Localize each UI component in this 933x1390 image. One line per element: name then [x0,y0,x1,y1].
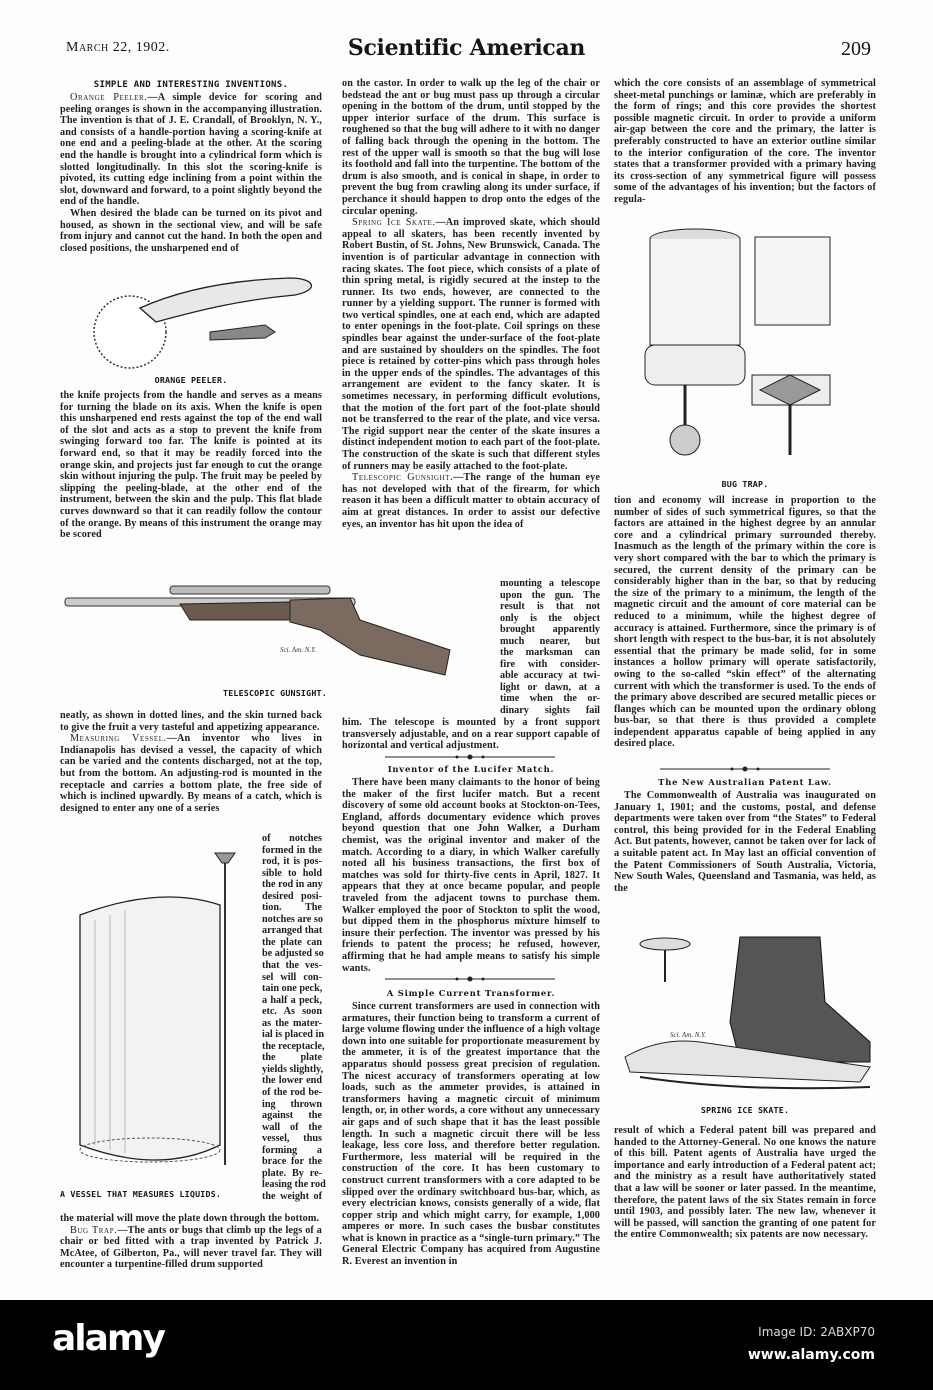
paragraph-text: —The range of the human eye has not developed with that of the firearm, for which reason it has been a difficult matter to obtain accuracy of aim at great distances. In order to assist our defective eyes, an inventor has hit upon the idea of [342,472,600,530]
paragraph: neatly, as shown in dotted lines, and the skin turned back to give the fruit a very tasteful and appetizing appearance. [60,710,322,733]
text-line: the plate [262,1052,322,1064]
text-line: time when the or- [500,693,600,705]
section-heading: SIMPLE AND INTERESTING INVENTIONS. [93,80,289,90]
paragraph [60,92,322,208]
article-bug-trap [60,1213,322,1271]
text-line: light or dawn, at a [500,681,600,693]
orange-peeler-illustration [90,270,330,380]
article-orange-peeler [60,92,322,254]
paragraph [60,733,322,814]
spring-ice-skate-illustration [620,932,880,1102]
paragraph: The Commonwealth of Australia was inaugurated on January 1, 1901; and the customs, postal, and defense departments were taken over from “the States” to Federal control, this being provided for in the Federal Enabling Act. But patents, however, cannot be taken over for lack of a suitable patent act. In May last an official convention of the Patent Commissioners of South Australia, Victoria, New South Wales, Queensland and Tasmania, was held, as the [614,790,876,894]
figure-caption: ORANGE PEELER. [154,375,228,385]
text-line: of notches [262,833,322,844]
paragraph: on the castor. In order to walk up the leg of the chair or bedstead the ant or bug must pass up through a circular opening in the bottom of the drum, until stopped by the upper interior surface of the drum. This surface is roughened so that the bug will adhere to it with no danger of falling back through the opening in the bottom. The rest of the upper wall is smooth so that the bug will lose its foothold and fall into the turpentine. The bottom of the drum is also smooth, and is conical in shape, in order to prevent the bug from crawling along its under surface, if perchance it should happen to drop onto the edges of the circular opening. [342,78,600,217]
engraver-signature: Sci. Am. N.Y. [670,1031,707,1039]
wrapped-text-column [262,833,326,1203]
text-line: a half a peck, [262,994,322,1006]
text-line: brought apparently [500,624,600,636]
paragraph: which the core consists of an assemblage of symmetrical sheet-metal punchings or laminæ, which are preferably in the form of rings; and this core provides the shortest possible magnetic circuit. In order to provide a uniform air-gap between the core and the primary, the latter is preferably constructed to have an exterior outline similar to the interior configuration of the core. The inventor states that a transformer provided with a primary having its cross-section of any symmetrical figure will possess some of the advantages of his invention; but the factors of regula- [614,78,876,205]
text-line: upon the gun. The [500,589,600,601]
text-line: notches are so [262,913,323,925]
text-line: yields slightly, [262,1063,324,1075]
lead-in: Bug Trap. [70,1224,118,1236]
image-id: Image ID: 2ABXP70 [758,1325,875,1339]
paragraph-text: —A simple device for scoring and peeling oranges is shown in the accompanying illustration. The invention is that of J. E. Crandall, of Brooklyn, N. Y., and consists of a handle-portion having a scoring-knife at one end and a peeling-blade at the other. At the scoring end the handle is brought into a cylindrical form which is slotted longitudinally. In this slot the scoring-knife is pivoted, its cutting edge inclining from a point within the slot, downward and forward, to a point slightly beyond the end of the handle. [60,92,322,208]
text-line: the lower end [262,1075,322,1087]
paragraph: Since current transformers are used in connection with armatures, their function being to transform a current of large volume flowing under the influence of a high voltage down into one suitable for proportionate measurement by the ammeter, it is of the greatest importance that the apparatus should possess great precision of regulation. The nicest accuracy of transformers operating at low loads, such as the ammeter provides, is attained in transformers having a magnetic circuit of minimum length, or, in other words, a core without any unnecessary air gaps and of such shape that it has the least possible length. In such a magnetic circuit there will be less leakage, less core loss, and therefore better regulation. Furthermore, less material will be required in the construction of the core. It has been customary to construct current transformers with a core adapted to be slipped over the ordinary switchboard bus-bar, which, as every electrician knows, consists generally of a wide, flat copper strip and which might carry, for example, 1,000 amperes or more. In such cases the busbar constitutes what is known in practice as a “single-turn primary.” The General Electric Company has acquired from Augustine R. Everest an invention in [342,1001,600,1268]
text-line: etc. As soon [262,1006,322,1018]
paragraph-text: —An inventor who lives in Indianapolis has devised a vessel, the capacity of which can be varied and the contents discharged, not at the top, but from the bottom. An adjusting-rod is mounted in the receptacle and carries a bottom plate, the free side of which is inclined upwardly. By means of a catch, which is designed to enter any one of a series [60,733,322,814]
lead-in: Spring Ice Skate. [352,217,436,229]
figure-caption: TELESCOPIC GUNSIGHT. [223,688,327,698]
paragraph-text: —The ants or bugs that climb up the legs of a chair or bed fitted with a trap invented by Patrick J. McAtee, of Gilberton, Pa., will never travel far. They will encounter a turpentine-filled drum supported [60,1224,322,1271]
text-line: be adjusted so [262,948,324,960]
paragraph: him. The telescope is mounted by a front support transversely adjustable, and on a rear support capable of horizontal and vertical adjustment. [342,717,600,752]
paragraph: the knife projects from the handle and serves as a means for turning the blade on its axis. When the knife is open this unsharpened end rests against the top of the end wall of the slot and acts as a stop to prevent the knife from swinging forward too far. The knife is pointed at its forward end, so that it may be readily forced into the orange skin, and projects just far enough to cut the orange skin without injuring the pulp. The fruit may be peeled by slipping the peeling-blade, at the other end of the instrument, between the skin and the pulp. This flat blade curves downward so that it can readily follow the contour of the orange. By means of this instrument the orange may be scored [60,390,322,541]
paragraph-text: —An improved skate, which should appeal to all skaters, has been recently invented by Robert Bustin, of St. Johns, New Brunswick, Canada. The invention is of particular advantage in connection with racing skates. The foot piece, which consists of a plate of thin spring metal, is rigidly secured at the instep to the runner. Its two ends, however, are connected to the runner by a yielding support. The runner is formed with two vertical spindles, one at each end, which are adapted to enter openings in the foot-plate. Coil springs on these spindles bear against the under-surface of the foot-plate and are sustained by shoulders on the spindles. The foot piece is retained by cotter-pins which pass through holes in the upper ends of the spindles. The advantages of this arrangement are evident to the fancy skater. It is sometimes necessary, in performing difficult evolutions, that the motion of the fort part of the foot-plate should not be transferred to the rear of the plate, and vice versa. The rigid support near the center of the skate insures a distinct independent motion to each part of the foot-plate. The construction of the skate is such that different styles of runners may be easily attached to the foot-plate. [342,217,600,472]
figure-caption: SPRING ICE SKATE. [700,1105,790,1115]
article-transformer-continued [614,78,876,206]
text-line: tain one peck, [262,983,323,995]
article-australian-patent-continued [614,1125,876,1241]
paragraph: the material will move the plate down through the bottom. [60,1213,320,1224]
figure-caption: A VESSEL THAT MEASURES LIQUIDS. [60,1189,222,1199]
text-line: the plate can [262,936,322,948]
text-line: against the [262,1110,322,1122]
article-heading: A Simple Current Transformer. [386,988,556,998]
paragraph: result of which a Federal patent bill was prepared and handed to the Attorney-General. No one knows the nature of this bill. Patent agents of Australia have urged the importance and early introduction of a Federal patent act; and the ministry as a result have authoritatively stated that a law will be sooner or later passed. In the meantime, therefore, the patent laws of the six States remain in force until 1903, and possibly later. The new law, whenever it will be passed, will sanction the granting of one patent for the entire Commonwealth; six patents are now necessary. [614,1125,876,1241]
text-line: the marksman can [500,647,600,659]
text-line: plate. By re- [262,1167,322,1179]
text-line: tion. The [262,902,322,914]
text-line: desired posi- [262,890,322,902]
article-heading: The New Australian Patent Law. [658,777,832,787]
article-transformer-end [614,495,876,750]
text-line: much nearer, but [500,635,600,647]
text-line: leasing the rod [262,1179,326,1191]
text-line: fire with consider- [500,658,600,670]
lead-in: Orange Peeler. [70,92,148,103]
paragraph [60,1225,322,1271]
article-gunsight-continued [342,717,600,752]
article-heading: Inventor of the Lucifer Match. [387,764,555,774]
article-continued [60,390,322,541]
wrapped-text-column [500,578,600,717]
text-line: result is that not [500,601,600,613]
issue-date: March 22, 1902. [66,40,170,55]
article-bug-trap-continued [342,78,600,530]
text-line: vessel, thus [262,1133,322,1145]
lead-in: Measuring Vessel. [70,733,167,745]
masthead-title: Scientific American [347,35,586,61]
paragraph [342,472,600,530]
text-line: ial is placed in [262,1029,324,1041]
alamy-logo: alamy [52,1318,164,1359]
text-line: that the ves- [262,960,322,972]
engraver-signature: Sci. Am. N.Y. [280,646,317,654]
text-line: brace for the [262,1156,322,1168]
text-line: the rod in any [262,879,323,891]
text-line: sible to hold [262,867,322,879]
lead-in: Telescopic Gunsight. [352,472,454,484]
text-line: able accuracy at twi- [500,670,600,682]
text-line: ing thrown [262,1098,322,1110]
text-line: mounting a telescope [500,578,600,589]
rifle-telescope-illustration [60,580,460,680]
ornamental-divider [385,975,555,983]
text-line: wall of the [262,1121,322,1133]
text-line: sel will con- [262,971,322,983]
text-line: of the rod be- [262,1087,322,1099]
ornamental-divider [385,753,555,761]
page-number: 209 [841,38,871,60]
bug-trap-illustration [640,225,840,475]
text-line: forming a [262,1144,322,1156]
text-line: arranged that [262,925,323,937]
text-line: only is the object [500,612,600,624]
text-line: the weight of [262,1190,322,1202]
text-line: formed in the [262,844,322,856]
figure-caption: BUG TRAP. [721,479,769,489]
paragraph: There have been many claimants to the honor of being the maker of the first lucifer match. But a recent discovery of some old account books at Stockton-on-Tees, England, affords documentary evidence which proves beyond question that one John Walker, a Durham chemist, was the original inventor and maker of the match. According to a diary, in which Walker carefully noted all his business transactions, the first box of matches was sold for thirty-five cents in April, 1827. It appears that they at once became popular, and people traveled from the adjacent towns to purchase them. Walker employed the poor of Stockton to split the wood, but dipped them in the phosphorus mixture himself to insure their perfection. The inventor was pressed by his friends to patent the process; he refused, however, affirming that he had ample means to satisfy his simple wants. [342,777,600,974]
article-australian-patent-law [614,790,876,894]
text-line: rod, it is pos- [262,856,322,868]
measuring-vessel-illustration [70,845,250,1185]
article-current-transformer [342,1001,600,1268]
paragraph [342,217,600,472]
paragraph: tion and economy will increase in proportion to the number of sides of such symmetrical figures, so that the factors are attained in the highest degree by an annular core and a cylindrical primary surrounded thereby. Inasmuch as the length of the primary within the core is very short compared with the bar to which the primary is secured, the current density of the primary can be considerably higher than in the bar, so that by reducing the size of the primary to a minimum, the length of the magnetic circuit and the amount of core material can be reduced to a minimum, while the highest degree of accuracy is attained. Furthermore, since the primary is of short length with respect to the bus-bar, it is not absolutely essential that the primary be made solid, for in some instances a hollow primary will operate satisfactorily, owing to the so-called “skin effect” of the alternating current with which the transformer is used. To the ends of the primary above described are secured metallic pieces or flanges which can be mounted upon the ordinary oblong bus-bar, so that there is thus provided a complete independent apparatus capable of being applied in any desired place. [614,495,876,750]
ornamental-divider [660,765,830,773]
text-line: dinary sights fail [500,705,600,717]
paragraph: When desired the blade can be turned on its pivot and housed, as shown in the sectional view, and will be safe from injury and cannot cut the hand. In both the open and closed positions, the unsharpened end of [60,207,322,254]
article-measuring-vessel [60,710,322,814]
article-lucifer-match [342,777,600,974]
text-line: the receptacle, [262,1040,325,1052]
alamy-url: www.alamy.com [747,1347,875,1363]
text-line: as the mater- [262,1017,322,1029]
